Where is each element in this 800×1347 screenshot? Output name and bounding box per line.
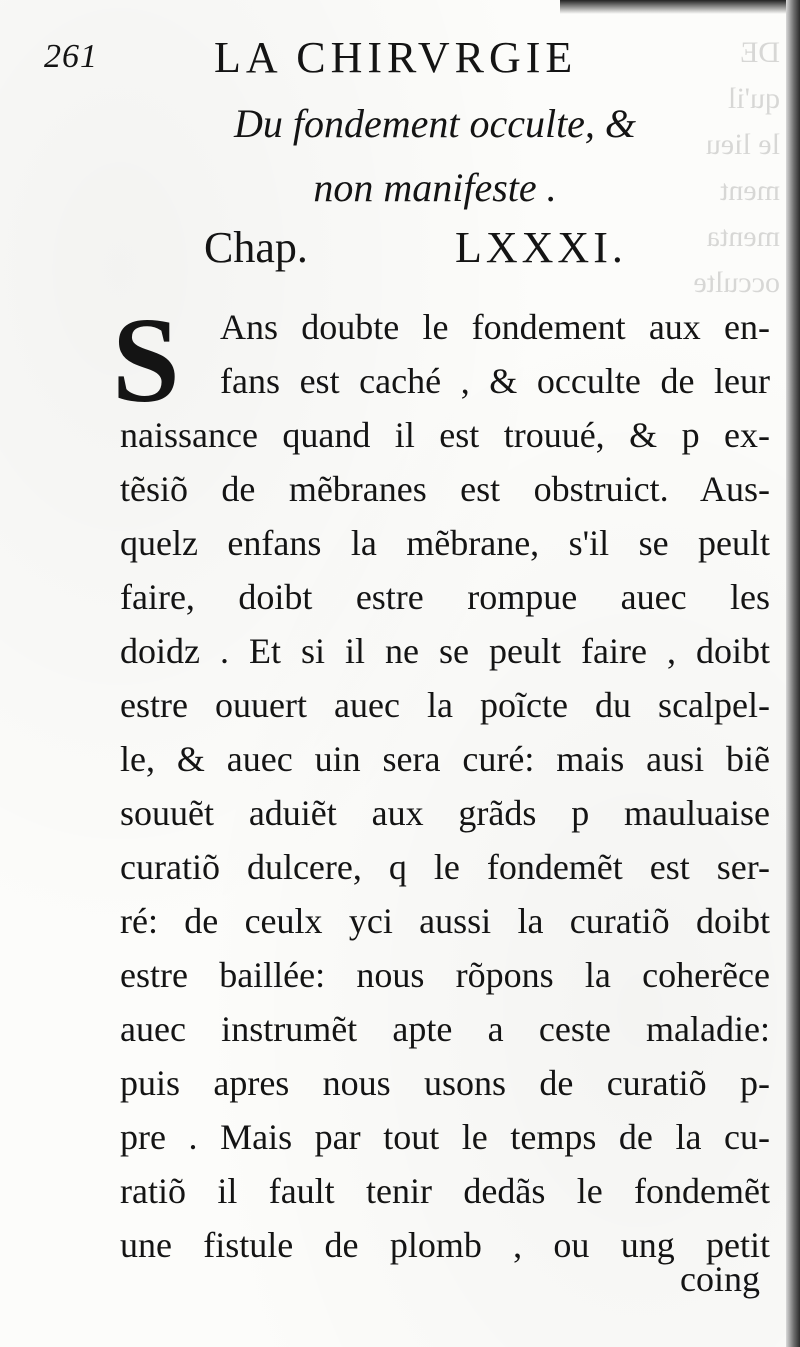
text-line: doidz . Et si il ne se peult faire , doibt bbox=[120, 631, 770, 671]
text-line: pre . Mais par tout le temps de la cu- bbox=[120, 1117, 770, 1157]
text-line: ratiõ il fault tenir dedãs le fondemẽt bbox=[120, 1171, 770, 1211]
text-line: fans est caché , & occulte de leur bbox=[220, 361, 770, 401]
chapter-number: LXXXI. bbox=[455, 223, 627, 272]
text-line: auec instrumẽt apte a ceste maladie: bbox=[120, 1009, 770, 1049]
text-line: naissance quand il est trouué, & p ex- bbox=[120, 415, 770, 455]
binding-gutter bbox=[786, 0, 800, 1347]
text-line: une fistule de plomb , ou ung petit bbox=[120, 1225, 770, 1265]
text-line: Ans doubte le fondement aux en- bbox=[220, 307, 770, 347]
text-line: ré: de ceulx yci aussi la curatiõ doibt bbox=[120, 901, 770, 941]
bleed-through-text: DE qu'il le lieu ment menta occulte bbox=[693, 36, 780, 299]
chapter-title-line: Du fondement occulte, & bbox=[233, 101, 637, 146]
text-line: estre baillée: nous rõpons la coherẽce bbox=[120, 955, 770, 995]
text-line: tẽsiõ de mẽbranes est obstruict. Aus- bbox=[120, 469, 770, 509]
drop-cap: S bbox=[112, 293, 180, 428]
page-number: 261 bbox=[44, 38, 98, 75]
text-line: quelz enfans la mẽbrane, s'il se peult bbox=[120, 523, 770, 563]
text-line: puis apres nous usons de curatiõ p- bbox=[120, 1063, 770, 1103]
text-line: souuẽt aduiẽt aux grãds p mauluaise bbox=[120, 793, 770, 833]
running-head: LA CHIRVRGIE bbox=[214, 33, 578, 82]
chapter-title bbox=[200, 92, 670, 220]
text-line: estre ouuert auec la poĩcte du scalpel- bbox=[120, 685, 770, 725]
text-line: le, & auec uin sera curé: mais ausi biẽ bbox=[120, 739, 770, 779]
text-line: curatiõ dulcere, q le fondemẽt est ser- bbox=[120, 847, 770, 887]
catchword: coing bbox=[680, 1259, 760, 1299]
body-text bbox=[120, 300, 770, 1272]
text-line: faire, doibt estre rompue auec les bbox=[120, 577, 770, 617]
scan-shadow-top bbox=[560, 0, 800, 14]
chapter-label: Chap. bbox=[204, 223, 308, 272]
chapter-title-line: non manifeste . bbox=[313, 165, 557, 210]
